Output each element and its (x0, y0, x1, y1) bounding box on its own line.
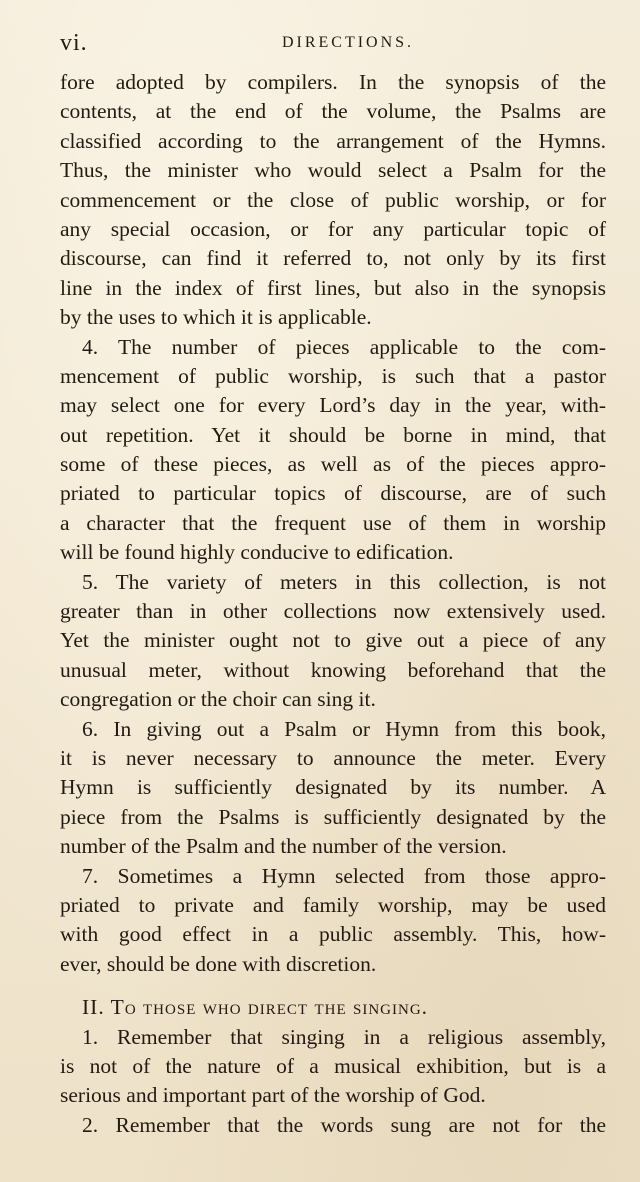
paragraph-ii-1-start: 1. Remember that singing in a religious assembly, (82, 1024, 606, 1049)
text-line: mencement of public worship, is such that a pastor (60, 363, 606, 388)
body-text (60, 68, 606, 1140)
paragraph-ii-2-start: 2. Remember that the words sung are not for the (82, 1112, 606, 1137)
text-line: greater than in other collections now extensively used. (60, 599, 606, 624)
text-line: by the uses to which it is applicable. (60, 305, 372, 330)
text-line: it is never necessary to announce the meter. Every (60, 745, 606, 770)
text-line: is not of the nature of a musical exhibition, but is a (60, 1053, 606, 1078)
paragraph-6-start: 6. In giving out a Psalm or Hymn from this book, (82, 716, 606, 741)
text-line: will be found highly conducive to edification. (60, 540, 454, 565)
text-line: commencement or the close of public worship, or for (60, 187, 606, 212)
text-line: serious and important part of the worship of God. (60, 1083, 486, 1108)
text-line: may select one for every Lord’s day in the year, with- (60, 393, 606, 418)
page-header-title: DIRECTIONS. (281, 34, 415, 51)
text-line: any special occasion, or for any particular topic of (60, 216, 606, 241)
paragraph-5-start: 5. The variety of meters in this collection, is not (82, 569, 606, 594)
running-head (60, 30, 606, 60)
section-heading: II. To those who direct the singing. (82, 995, 429, 1020)
text-line: contents, at the end of the volume, the Psalms are (60, 99, 606, 124)
text-line: unusual meter, without knowing beforehand that the (60, 657, 606, 682)
text-line: discourse, can find it referred to, not only by its first (60, 246, 606, 271)
text-line: classified according to the arrangement of the Hymns. (60, 128, 606, 153)
text-line: Yet the minister ought not to give out a piece of any (60, 628, 606, 653)
paragraph-7-start: 7. Sometimes a Hymn selected from those appro- (82, 863, 606, 888)
text-line: line in the index of first lines, but also in the synopsis (60, 275, 606, 300)
text-line: with good effect in a public assembly. This, how- (60, 922, 606, 947)
text-line: priated to private and family worship, may be used (60, 892, 606, 917)
section-gap (60, 979, 606, 993)
text-line: Thus, the minister who would select a Psalm for the (60, 158, 606, 183)
text-line: priated to particular topics of discourse, are of such (60, 481, 606, 506)
text-line: a character that the frequent use of them in worship (60, 510, 606, 535)
text-line: piece from the Psalms is sufficiently designated by the (60, 804, 606, 829)
text-line: fore adopted by compilers. In the synopsis of the (60, 70, 606, 94)
text-line: Hymn is sufficiently designated by its number. A (60, 775, 606, 800)
text-line: ever, should be done with discretion. (60, 951, 377, 976)
text-line: out repetition. Yet it should be borne in mind, that (60, 422, 606, 447)
text-line: number of the Psalm and the number of the version. (60, 834, 507, 859)
text-line: some of these pieces, as well as of the pieces appro- (60, 452, 606, 477)
page-number: vi. (60, 30, 88, 56)
text-line: congregation or the choir can sing it. (60, 687, 376, 712)
paragraph-4-start: 4. The number of pieces applicable to the com- (82, 334, 606, 359)
